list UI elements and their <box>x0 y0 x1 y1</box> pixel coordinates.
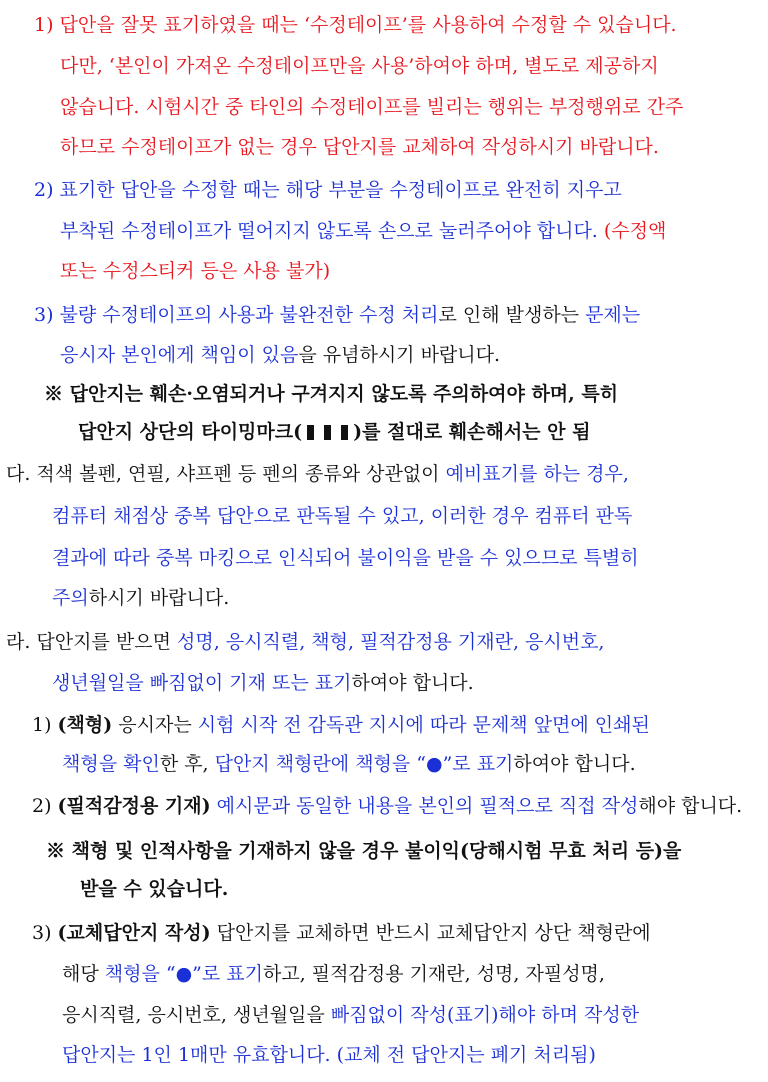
da-line4-plain: 하시기 바랍니다. <box>88 587 230 609</box>
ra-sub3-num: 3) <box>32 922 58 944</box>
ra-line1 <box>6 630 604 654</box>
item2-line2-text: 부착된 수정테이프가 떨어지지 않도록 손으로 눌러주어야 합니다. <box>60 220 598 242</box>
item3-line1-emph: 3) 불량 수정테이프의 사용과 불완전한 수정 처리 <box>34 304 439 326</box>
item1-line3: 않습니다. 시험시간 중 타인의 수정테이프를 빌리는 행위는 부정행위로 간주 <box>60 96 684 118</box>
ra-sub2-head: (필적감정용 기재) <box>57 795 211 817</box>
timing-mark-icon <box>324 425 331 440</box>
da-line1-plain: 다. 적색 볼펜, 연필, 샤프펜 등 펜의 종류와 상관없이 <box>6 463 446 485</box>
timing-mark-icon <box>341 425 348 440</box>
ra-sub1-head: (책형) <box>57 714 113 736</box>
ra-line1-emph: 성명, 응시직렬, 책형, 필적감정용 기재란, 응시번호, <box>177 631 605 653</box>
ra-sub1-plain: 응시자는 <box>112 714 198 736</box>
ra-sub1-emph: 시험 시작 전 감독관 지시에 따라 문제책 앞면에 인쇄된 <box>197 714 650 736</box>
ra-line2-plain: 하여야 합니다. <box>351 672 474 694</box>
item2-line2 <box>60 219 666 243</box>
item3-line1-emph2: 문제는 <box>585 304 641 326</box>
ra-sub3-line3-emph: 빠짐없이 작성(표기)해야 하며 작성한 <box>330 1004 640 1026</box>
ra-sub1-line1 <box>32 713 650 737</box>
item3-line2-emph: 응시자 본인에게 책임이 있음 <box>60 344 299 366</box>
ra-sub1-num: 1) <box>32 714 58 736</box>
ra-sub3-line4: 답안지는 1인 1매만 유효합니다. (교체 전 답안지는 폐기 처리됨) <box>62 1044 596 1066</box>
ra-sub2-num: 2) <box>32 795 58 817</box>
da-line2: 컴퓨터 채점상 중복 답안으로 판독될 수 있고, 이러한 경우 컴퓨터 판독 <box>52 505 633 527</box>
note1-line2 <box>78 420 590 444</box>
ra-sub3-line1 <box>32 921 651 945</box>
da-line4-emph: 주의 <box>52 587 89 609</box>
ra-line2-emph: 생년월일을 빠짐없이 기재 또는 표기 <box>52 672 352 694</box>
timing-mark-icon <box>307 425 314 440</box>
ra-sub3-line2-plain2: 하고, 필적감정용 기재란, 성명, 자필성명, <box>262 963 605 985</box>
ra-sub1-line2-plain: 한 후, <box>159 753 215 775</box>
note1-line1: ※ 답안지는 훼손·오염되거나 구겨지지 않도록 주의하여야 하며, 특히 <box>44 383 619 405</box>
item3-line1-plain: 로 인해 발생하는 <box>438 304 586 326</box>
item3-line1 <box>34 303 640 327</box>
note2-line2: 받을 수 있습니다. <box>80 878 229 900</box>
ra-sub1-line2-emph2: 답안지 책형란에 책형을 “●”로 표기 <box>214 753 514 775</box>
ra-sub3-line3-plain: 응시직렬, 응시번호, 생년월일을 <box>62 1004 331 1026</box>
item2-line3: 또는 수정스티커 등은 사용 불가) <box>60 260 331 282</box>
ra-line1-plain: 라. 답안지를 받으면 <box>6 631 177 653</box>
item2-line2-note: (수정액 <box>597 220 667 242</box>
da-line4 <box>52 586 229 610</box>
ra-sub2-emph: 예시문과 동일한 내용을 본인의 필적으로 직접 작성 <box>210 795 639 817</box>
ra-sub3-line2-emph: 책형을 “●”로 표기 <box>104 963 263 985</box>
da-line3: 결과에 따라 중복 마킹으로 인식되어 불이익을 받을 수 있으므로 특별히 <box>52 547 639 569</box>
item3-line2-plain: 을 유념하시기 바랍니다. <box>298 344 501 366</box>
ra-sub2-plain: 해야 합니다. <box>638 795 743 817</box>
ra-sub1-line2-plain2: 하여야 합니다. <box>513 753 636 775</box>
ra-sub3-plain: 답안지를 교체하면 반드시 교체답안지 상단 책형란에 <box>210 922 651 944</box>
note1-line2-b: )를 절대로 훼손해서는 안 됨 <box>353 421 591 443</box>
note1-line2-a: 답안지 상단의 타이밍마크( <box>78 421 303 443</box>
ra-sub3-head: (교체답안지 작성) <box>57 922 211 944</box>
da-line1-emph: 예비표기를 하는 경우, <box>445 463 629 485</box>
ra-sub3-line3 <box>62 1003 639 1027</box>
item1-line2: 다만, ‘본인이 가져온 수정테이프만을 사용’하여야 하며, 별도로 제공하지 <box>60 55 659 77</box>
ra-sub2-line1 <box>32 794 742 818</box>
item1-line4: 하므로 수정테이프가 없는 경우 답안지를 교체하여 작성하시기 바랍니다. <box>60 136 659 158</box>
ra-line2 <box>52 671 474 695</box>
da-line1 <box>6 462 629 486</box>
ra-sub3-line2 <box>62 962 605 986</box>
item1-line1: 1) 답안을 잘못 표기하였을 때는 ‘수정테이프’를 사용하여 수정할 수 있습니다. <box>34 14 677 36</box>
item2-line1: 2) 표기한 답안을 수정할 때는 해당 부분을 수정테이프로 완전히 지우고 <box>34 179 622 201</box>
ra-sub3-line2-plain: 해당 <box>62 963 105 985</box>
ra-sub1-line2 <box>62 752 636 776</box>
ra-sub1-line2-emph: 책형을 확인 <box>62 753 160 775</box>
note2-line1: ※ 책형 및 인적사항을 기재하지 않을 경우 불이익(당해시험 무효 처리 등)을 <box>46 840 682 862</box>
item3-line2 <box>60 343 500 367</box>
